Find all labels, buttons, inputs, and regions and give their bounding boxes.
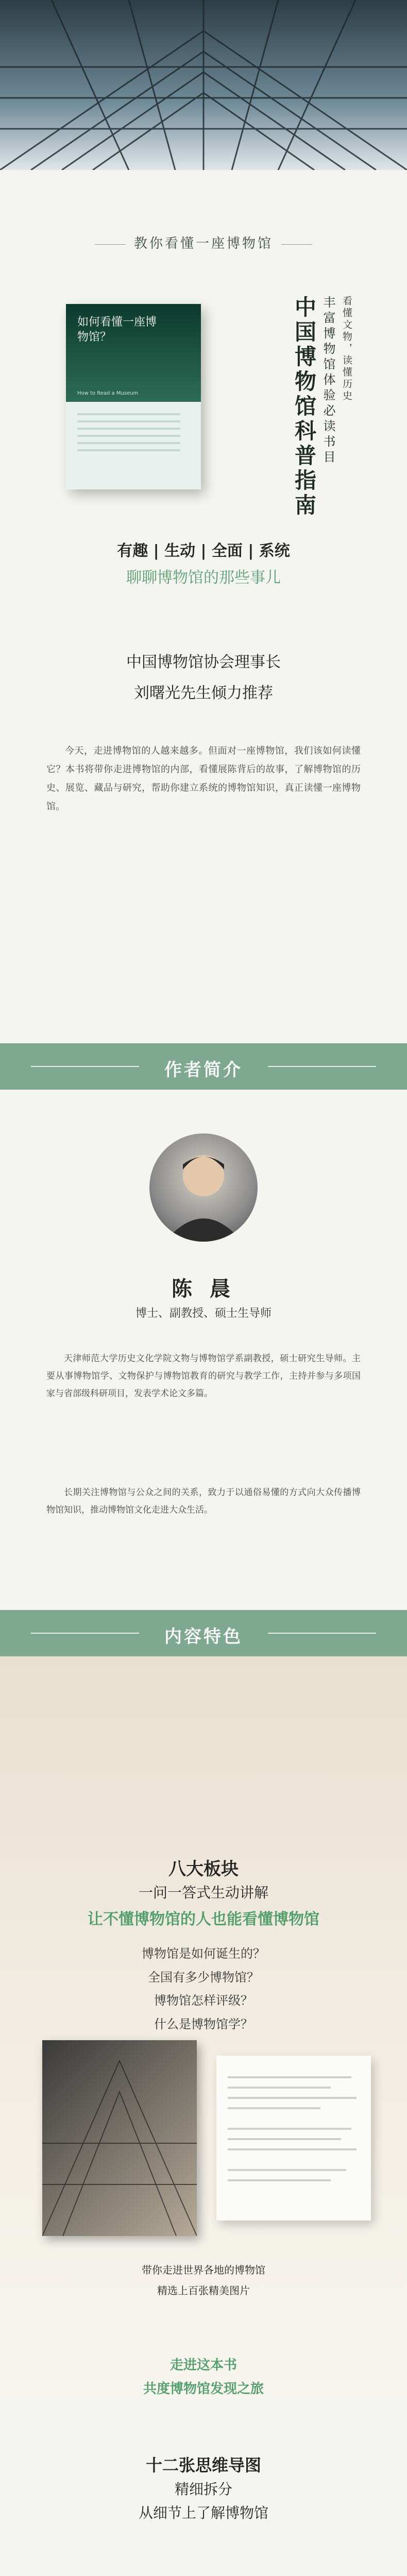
question-item: 全国有多少博物馆？ — [148, 1970, 259, 1985]
feature-block2-line1: 带你走进世界各地的博物馆 — [142, 2264, 265, 2276]
book-cover-lines — [77, 413, 180, 456]
question-item: 什么是博物馆学？ — [154, 2016, 253, 2031]
intro-paragraph: 今天，走进博物馆的人越来越多。但面对一座博物馆，我们该如何读懂它？本书将带你走进博物馆的内部，看懂展陈背后的故事，了解博物馆的历史、展览、藏品与研究，帮助你建立系统的博物馆知识，真正读懂一座博物馆。 — [46, 745, 361, 812]
content-section-band — [0, 1610, 407, 1656]
book-cover-title: 如何看懂一座博物馆？ — [77, 316, 157, 344]
glass-roof-illustration — [0, 0, 407, 170]
author-bio-1: 天津师范大学历史文化学院文物与博物馆学系副教授，硕士研究生导师。主要从事博物馆学、文物保护与博物馆教育的研究与教学工作，主持并参与多项国家与省部级科研项目，发表学术论文多篇。 — [46, 1353, 361, 1399]
feature-block2-line2: 精选上百张精美图片 — [157, 2284, 250, 2297]
page-kicker: 教你看懂一座博物馆 — [0, 233, 407, 252]
recommender-name: 刘曙光先生倾力推荐 — [134, 684, 273, 702]
question-list — [0, 1942, 407, 2036]
feature-block4-line3: 从细节上了解博物馆 — [138, 2504, 268, 2521]
author-portrait — [149, 1133, 258, 1242]
feature-block4-line2: 精细拆分 — [174, 2481, 232, 2498]
feature-highlight: 让不懂博物馆的人也能看懂博物馆 — [88, 1910, 319, 1928]
sub-tagline: 聊聊博物馆的那些事儿 — [126, 569, 281, 587]
vertical-title-small: 看懂文物，读懂历史 — [341, 296, 352, 402]
keyword-tagline: 有趣 | 生动 | 全面 | 系统 — [117, 542, 290, 560]
author-section-heading: 作者简介 — [164, 1060, 243, 1080]
author-title: 博士、副教授、硕士生导师 — [135, 1307, 272, 1320]
author-name: 陈 晨 — [172, 1277, 235, 1301]
feature-block3-line1: 走进这本书 — [169, 2358, 237, 2373]
recommender-title: 中国博物馆协会理事长 — [126, 653, 281, 671]
feature-block4-line1: 十二张思维导图 — [145, 2455, 261, 2475]
author-bio-2: 长期关注博物馆与公众之间的关系，致力于以通俗易懂的方式向大众传播博物馆知识，推动博物馆文化走进大众生活。 — [46, 1487, 361, 1515]
vertical-title-sub: 丰富博物馆体验必读书目 — [321, 296, 335, 466]
divider — [268, 1066, 376, 1067]
book-cover — [66, 304, 201, 489]
content-section-heading: 内容特色 — [164, 1626, 243, 1647]
book-page-photo — [216, 2056, 371, 2221]
hero-banner-image — [0, 0, 407, 170]
divider — [268, 1633, 376, 1634]
feature-headline: 八大板块 — [168, 1859, 239, 1879]
feature-block3-line2: 共度博物馆发现之旅 — [143, 2381, 264, 2397]
vertical-title-main: 中国博物馆科普指南 — [292, 296, 317, 518]
book-spread-photo — [42, 2040, 197, 2236]
question-item: 博物馆怎样评级？ — [154, 1993, 253, 2008]
person-icon — [149, 1133, 258, 1242]
museum-interior-illustration — [42, 2040, 197, 2236]
author-section-band — [0, 1043, 407, 1090]
book-cover-subtitle: How to Read a Museum — [77, 391, 139, 396]
question-item: 博物馆是如何诞生的？ — [142, 1946, 265, 1961]
feature-subline: 一问一答式生动讲解 — [138, 1884, 268, 1901]
